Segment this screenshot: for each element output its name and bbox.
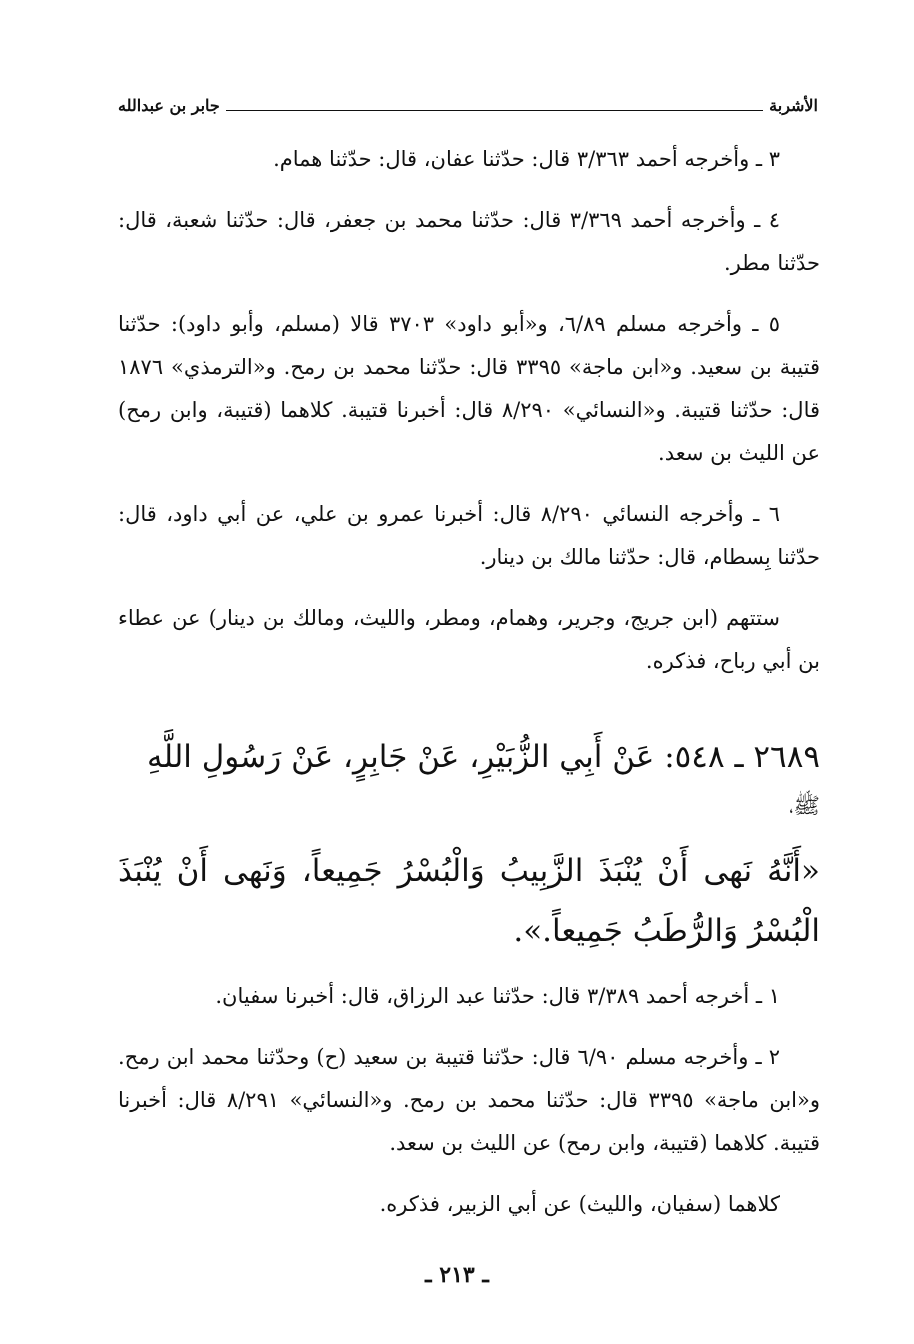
running-header — [118, 88, 818, 114]
takhrij-paragraph: ٤ ـ وأخرجه أحمد ٣/٣٦٩ قال: حدّثنا محمد بن جعفر، قال: حدّثنا شعبة، قال: حدّثنا مطر. — [118, 208, 820, 275]
narrator-title: جابر بن عبدالله — [118, 96, 220, 115]
hadith-heading — [118, 727, 820, 827]
takhrij-paragraph: ١ ـ أخرجه أحمد ٣/٣٨٩ قال: حدّثنا عبد الرزاق، قال: أخبرنا سفيان. — [215, 984, 780, 1008]
takhrij-summary: ستتهم (ابن جريج، وجرير، وهمام، ومطر، والليث، ومالك بن دينار) عن عطاء بن أبي رباح، فذكره. — [118, 606, 820, 673]
hadith-isnad: ٢٦٨٩ ـ ٥٤٨: عَنْ أَبِي الزُّبَيْرِ، عَنْ جَابِرٍ، عَنْ رَسُولِ اللَّهِ — [146, 739, 820, 775]
hadith-matn: «أَنَّهُ نَهى أَنْ يُنْبَذَ الزَّبِيبُ وَالْبُسْرُ جَمِيعاً، وَنَهى أَنْ يُنْبَذَ الْبُسْرُ وَالرُّطَبُ جَمِيعاً.». — [118, 853, 820, 949]
takhrij-paragraph: ٢ ـ وأخرجه مسلم ٦/٩٠ قال: حدّثنا قتيبة بن سعيد (ح) وحدّثنا محمد ابن رمح. و«ابن ماجة» ٣٣٩٥ قال: حدّثنا محمد بن رمح. و«النسائي» ٨/٢٩١ قال: أخبرنا قتيبة. كلاهما (قتيبة، وابن رمح) عن الليث بن سعد. — [118, 1045, 821, 1155]
salutation-glyph: ﷺ، — [789, 794, 820, 819]
page-body — [118, 138, 820, 1244]
header-rule — [226, 110, 763, 111]
takhrij-summary: كلاهما (سفيان، والليث) عن أبي الزبير، فذكره. — [379, 1192, 780, 1216]
section-title: الأشربة — [769, 96, 818, 115]
takhrij-paragraph: ٥ ـ وأخرجه مسلم ٦/٨٩، و«أبو داود» ٣٧٠٣ قالا (مسلم، وأبو داود): حدّثنا قتيبة بن سعيد. و«ابن ماجة» ٣٣٩٥ قال: حدّثنا محمد بن رمح. و«الترمذي» ١٨٧٦ قال: حدّثنا قتيبة. و«النسائي» ٨/٢٩٠ قال: أخبرنا قتيبة. كلاهما (قتيبة، وابن رمح) عن الليث بن سعد. — [118, 312, 821, 465]
takhrij-paragraph: ٣ ـ وأخرجه أحمد ٣/٣٦٣ قال: حدّثنا عفان، قال: حدّثنا همام. — [273, 147, 780, 171]
takhrij-paragraph: ٦ ـ وأخرجه النسائي ٨/٢٩٠ قال: أخبرنا عمرو بن علي، عن أبي داود، قال: حدّثنا بِسطام، قال: حدّثنا مالك بن دينار. — [118, 502, 820, 569]
page-number: ـ ٢١٣ ـ — [425, 1262, 489, 1288]
